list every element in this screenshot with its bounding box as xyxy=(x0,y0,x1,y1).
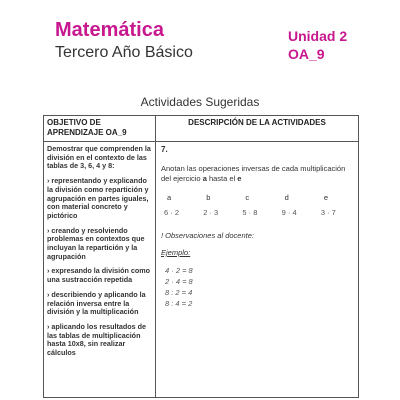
column-divider xyxy=(155,116,156,397)
objective-item: › expresando la división como una sustracción repetida xyxy=(47,266,151,285)
exercise-instruction: Anotan las operaciones inversas de cada multiplicación del ejercicio a hasta el e xyxy=(161,164,346,183)
oa-code-label: OA_9 xyxy=(288,46,325,62)
objective-cell xyxy=(47,145,153,364)
multiplication-operation: 9 · 4 xyxy=(281,208,297,217)
objective-intro: Demostrar que comprenden la división en el contexto de las tablas de 3, 6, 4 y 8: xyxy=(47,144,151,171)
unit-label: Unidad 2 xyxy=(288,28,348,44)
letter-label: b xyxy=(206,193,211,202)
description-column-header: DESCRIPCIÓN DE LA ACTIVIDADES xyxy=(188,118,326,127)
objective-item: › aplicando los resultados de las tablas de multiplicación hasta 10x8, sin realizar cálculos xyxy=(47,321,147,358)
example-operation: 4 · 2 = 8 xyxy=(165,266,193,275)
example-operation: 8 : 2 = 4 xyxy=(165,288,193,297)
example-operation: 2 · 4 = 8 xyxy=(165,277,193,286)
objective-item: › representando y explicando la división como repartición y agrupación en partes iguales, con material concreto y pictórico xyxy=(47,176,149,220)
letter-label: e xyxy=(323,193,328,202)
example-label: Ejemplo: xyxy=(161,248,191,257)
letter-label: a xyxy=(167,193,172,202)
section-title: Actividades Sugeridas xyxy=(140,95,260,109)
example-operation: 8 : 4 = 2 xyxy=(165,299,193,308)
multiplication-operation: 5 · 8 xyxy=(242,208,258,217)
multiplication-operation: 6 · 2 xyxy=(164,208,180,217)
grade-title: Tercero Año Básico xyxy=(55,44,193,61)
exercise-letters xyxy=(161,193,357,202)
subject-title: Matemática xyxy=(55,19,164,41)
exercise-operations xyxy=(161,208,357,217)
exercise-number: 7. xyxy=(161,145,168,154)
objective-item: › describiendo y aplicando la relación inversa entre la división y la multiplicación xyxy=(47,289,146,317)
letter-label: d xyxy=(284,193,289,202)
letter-label: c xyxy=(245,193,250,202)
objective-item: › creando y resolviendo problemas en contextos que incluyan la repartición y la agrupación xyxy=(47,225,145,261)
multiplication-operation: 3 · 7 xyxy=(320,208,336,217)
header-divider xyxy=(44,141,358,142)
description-cell xyxy=(161,145,357,309)
objective-column-header: OBJETIVO DE APRENDIZAJE OA_9 xyxy=(47,118,127,137)
teacher-observations: ! Observaciones al docente: xyxy=(161,231,254,240)
example-list xyxy=(161,265,357,309)
activities-table xyxy=(43,115,359,398)
multiplication-operation: 2 · 3 xyxy=(203,208,219,217)
